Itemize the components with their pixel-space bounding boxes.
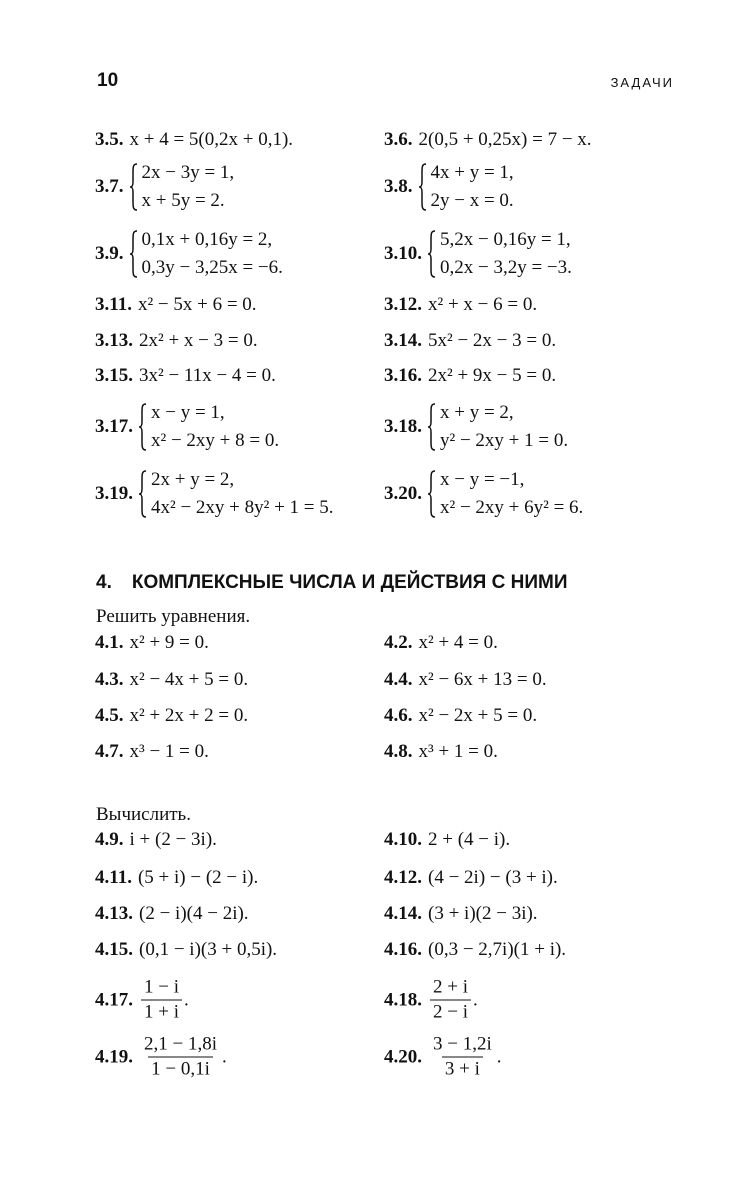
fraction: [141, 1035, 220, 1080]
system-line: 0,3y − 3,25x = −6.: [141, 257, 283, 278]
fraction-tail: .: [184, 989, 189, 1010]
system-line: y² − 2xy + 1 = 0.: [440, 430, 569, 451]
brace-icon: [428, 230, 436, 278]
fraction-numerator: 3 − 1,2i: [433, 1033, 492, 1055]
system-line: 2y − x = 0.: [430, 190, 514, 211]
problem-number: 4.3.: [95, 669, 124, 690]
problem-item: [384, 1035, 502, 1080]
problem-equation: i + (2 − 3i).: [129, 829, 217, 850]
system-line: 2x + y = 2,: [151, 469, 235, 490]
problem-item: [95, 867, 258, 889]
problem-item: [95, 632, 209, 654]
equation-system: [428, 466, 583, 522]
problem-item: [384, 365, 556, 387]
fraction-numerator: 2,1 − 1,8i: [144, 1033, 217, 1055]
equation-system: [130, 226, 283, 282]
fraction-tail: .: [473, 989, 478, 1010]
fraction-tail: .: [496, 1046, 502, 1067]
problem-number: 4.2.: [384, 632, 413, 653]
system-line: x² − 2xy + 8 = 0.: [151, 430, 280, 451]
problem-equation: (0,1 − i)(3 + 0,5i).: [139, 939, 278, 960]
equation-system: [419, 159, 514, 215]
problem-item: [384, 867, 558, 889]
system-line: 4x + y = 1,: [430, 162, 514, 183]
problem-number: 3.10.: [384, 243, 422, 264]
problem-item: [384, 903, 538, 925]
problem-equation: x + 4 = 5(0,2x + 0,1).: [129, 129, 294, 150]
problem-number: 4.17.: [95, 989, 133, 1010]
problem-equation: x² + 4 = 0.: [418, 632, 498, 653]
brace-icon: [139, 470, 147, 518]
problem-equation: 2x² + x − 3 = 0.: [139, 330, 258, 351]
problem-item: [384, 330, 556, 352]
problem-item: [95, 669, 248, 691]
problem-item: [95, 330, 258, 352]
system-line: x − y = 1,: [151, 402, 225, 423]
system-line: 0,1x + 0,16y = 2,: [141, 229, 273, 250]
problem-item: [384, 466, 583, 522]
problem-item: [95, 741, 209, 763]
problem-item: [384, 669, 547, 691]
problem-number: 3.5.: [95, 129, 124, 150]
problem-number: 4.20.: [384, 1046, 422, 1067]
fraction: [141, 978, 182, 1023]
problem-item: [95, 129, 293, 151]
problem-item: [95, 159, 234, 215]
problem-number: 3.11.: [95, 294, 132, 315]
fraction: [430, 978, 471, 1023]
problem-item: [95, 466, 334, 522]
fraction: [430, 1035, 495, 1080]
problem-item: [95, 978, 189, 1023]
fraction-denominator: 2 − i: [430, 1000, 471, 1023]
problem-number: 4.8.: [384, 741, 413, 762]
problem-number: 3.9.: [95, 243, 124, 264]
problem-item: [95, 294, 257, 316]
instruction-text: Решить уравнения.: [96, 606, 251, 627]
system-line: 0,2x − 3,2y = −3.: [440, 257, 572, 278]
problem-number: 4.10.: [384, 829, 422, 850]
problem-equation: x² + 2x + 2 = 0.: [129, 705, 249, 726]
instruction-text: Вычислить.: [96, 804, 191, 825]
problem-equation: x² + x − 6 = 0.: [428, 294, 538, 315]
problem-number: 3.13.: [95, 330, 133, 351]
problem-number: 3.16.: [384, 365, 422, 386]
brace-icon: [130, 230, 138, 278]
fraction-numerator: 2 + i: [433, 976, 468, 998]
problem-item: [95, 705, 248, 727]
running-header: ЗАДАЧИ: [610, 75, 674, 90]
fraction-numerator: 1 − i: [144, 976, 179, 998]
problem-item: [95, 399, 279, 455]
problem-equation: 3x² − 11x − 4 = 0.: [139, 365, 276, 386]
fraction-denominator: 1 − 0,1i: [148, 1057, 213, 1080]
problem-number: 3.14.: [384, 330, 422, 351]
problem-number: 4.14.: [384, 903, 422, 924]
problem-item: [384, 632, 498, 654]
problem-equation: (3 + i)(2 − 3i).: [428, 903, 538, 924]
system-line: x − y = −1,: [440, 469, 525, 490]
brace-icon: [419, 163, 427, 211]
equation-system: [428, 226, 572, 282]
problem-item: [384, 705, 537, 727]
brace-icon: [428, 470, 436, 518]
problem-item: [384, 129, 592, 151]
problem-number: 3.20.: [384, 483, 422, 504]
brace-icon: [428, 403, 436, 451]
fraction-denominator: 3 + i: [442, 1057, 483, 1080]
problem-number: 4.7.: [95, 741, 124, 762]
problem-item: [95, 365, 276, 387]
problem-item: [95, 226, 283, 282]
problem-item: [384, 159, 514, 215]
problem-equation: (0,3 − 2,7i)(1 + i).: [428, 939, 567, 960]
system-line: 4x² − 2xy + 8y² + 1 = 5.: [151, 497, 334, 518]
problem-number: 4.9.: [95, 829, 124, 850]
problem-equation: 2(0,5 + 0,25x) = 7 − x.: [418, 129, 592, 150]
problem-item: [384, 226, 572, 282]
system-line: 2x − 3y = 1,: [141, 162, 235, 183]
section-number: 4.: [96, 572, 112, 593]
problem-number: 4.15.: [95, 939, 133, 960]
problem-equation: 2 + (4 − i).: [428, 829, 511, 850]
fraction-denominator: 1 + i: [141, 1000, 182, 1023]
section-title: КОМПЛЕКСНЫЕ ЧИСЛА И ДЕЙСТВИЯ С НИМИ: [131, 572, 568, 593]
problem-item: [95, 939, 277, 961]
brace-icon: [130, 163, 138, 211]
equation-system: [139, 466, 334, 522]
problem-number: 3.17.: [95, 416, 133, 437]
problem-equation: (2 − i)(4 − 2i).: [139, 903, 249, 924]
problem-number: 4.18.: [384, 989, 422, 1010]
problem-number: 3.18.: [384, 416, 422, 437]
fraction-tail: .: [222, 1046, 227, 1067]
problem-equation: x² − 5x + 6 = 0.: [137, 294, 257, 315]
problem-number: 3.15.: [95, 365, 133, 386]
problem-item: [384, 294, 537, 316]
equation-system: [130, 159, 235, 215]
problem-number: 3.19.: [95, 483, 133, 504]
problem-equation: 5x² − 2x − 3 = 0.: [428, 330, 557, 351]
problem-item: [95, 1035, 227, 1080]
equation-system: [428, 399, 568, 455]
problem-number: 4.4.: [384, 669, 413, 690]
problem-equation: x² − 2x + 5 = 0.: [418, 705, 538, 726]
problem-item: [384, 829, 510, 851]
problem-item: [95, 829, 217, 851]
problem-number: 4.12.: [384, 867, 422, 888]
problem-equation: x² + 9 = 0.: [129, 632, 209, 653]
problem-item: [95, 903, 249, 925]
problem-number: 4.6.: [384, 705, 413, 726]
problem-number: 3.6.: [384, 129, 413, 150]
system-line: x² − 2xy + 6y² = 6.: [440, 497, 584, 518]
problem-number: 4.19.: [95, 1046, 133, 1067]
problem-equation: x² − 4x + 5 = 0.: [129, 669, 249, 690]
problem-number: 4.13.: [95, 903, 133, 924]
system-line: 5,2x − 0,16y = 1,: [440, 229, 571, 250]
system-line: x + 5y = 2.: [141, 190, 225, 211]
problem-item: [384, 939, 566, 961]
problem-number: 3.12.: [384, 294, 422, 315]
problem-number: 3.7.: [95, 176, 124, 197]
problem-equation: x² − 6x + 13 = 0.: [418, 669, 547, 690]
problem-equation: x³ − 1 = 0.: [129, 741, 209, 762]
page-number: 10: [97, 70, 119, 91]
section-heading: [96, 572, 567, 594]
problem-item: [384, 399, 568, 455]
problem-equation: x³ + 1 = 0.: [418, 741, 498, 762]
problem-number: 4.16.: [384, 939, 422, 960]
problem-item: [384, 978, 478, 1023]
system-line: x + y = 2,: [440, 402, 514, 423]
problem-number: 3.8.: [384, 176, 413, 197]
brace-icon: [139, 403, 147, 451]
problem-equation: (5 + i) − (2 − i).: [137, 867, 259, 888]
equation-system: [139, 399, 279, 455]
problem-equation: 2x² + 9x − 5 = 0.: [428, 365, 557, 386]
problem-number: 4.5.: [95, 705, 124, 726]
problem-number: 4.11.: [95, 867, 132, 888]
problem-equation: (4 − 2i) − (3 + i).: [428, 867, 558, 888]
problem-item: [384, 741, 498, 763]
problem-number: 4.1.: [95, 632, 124, 653]
